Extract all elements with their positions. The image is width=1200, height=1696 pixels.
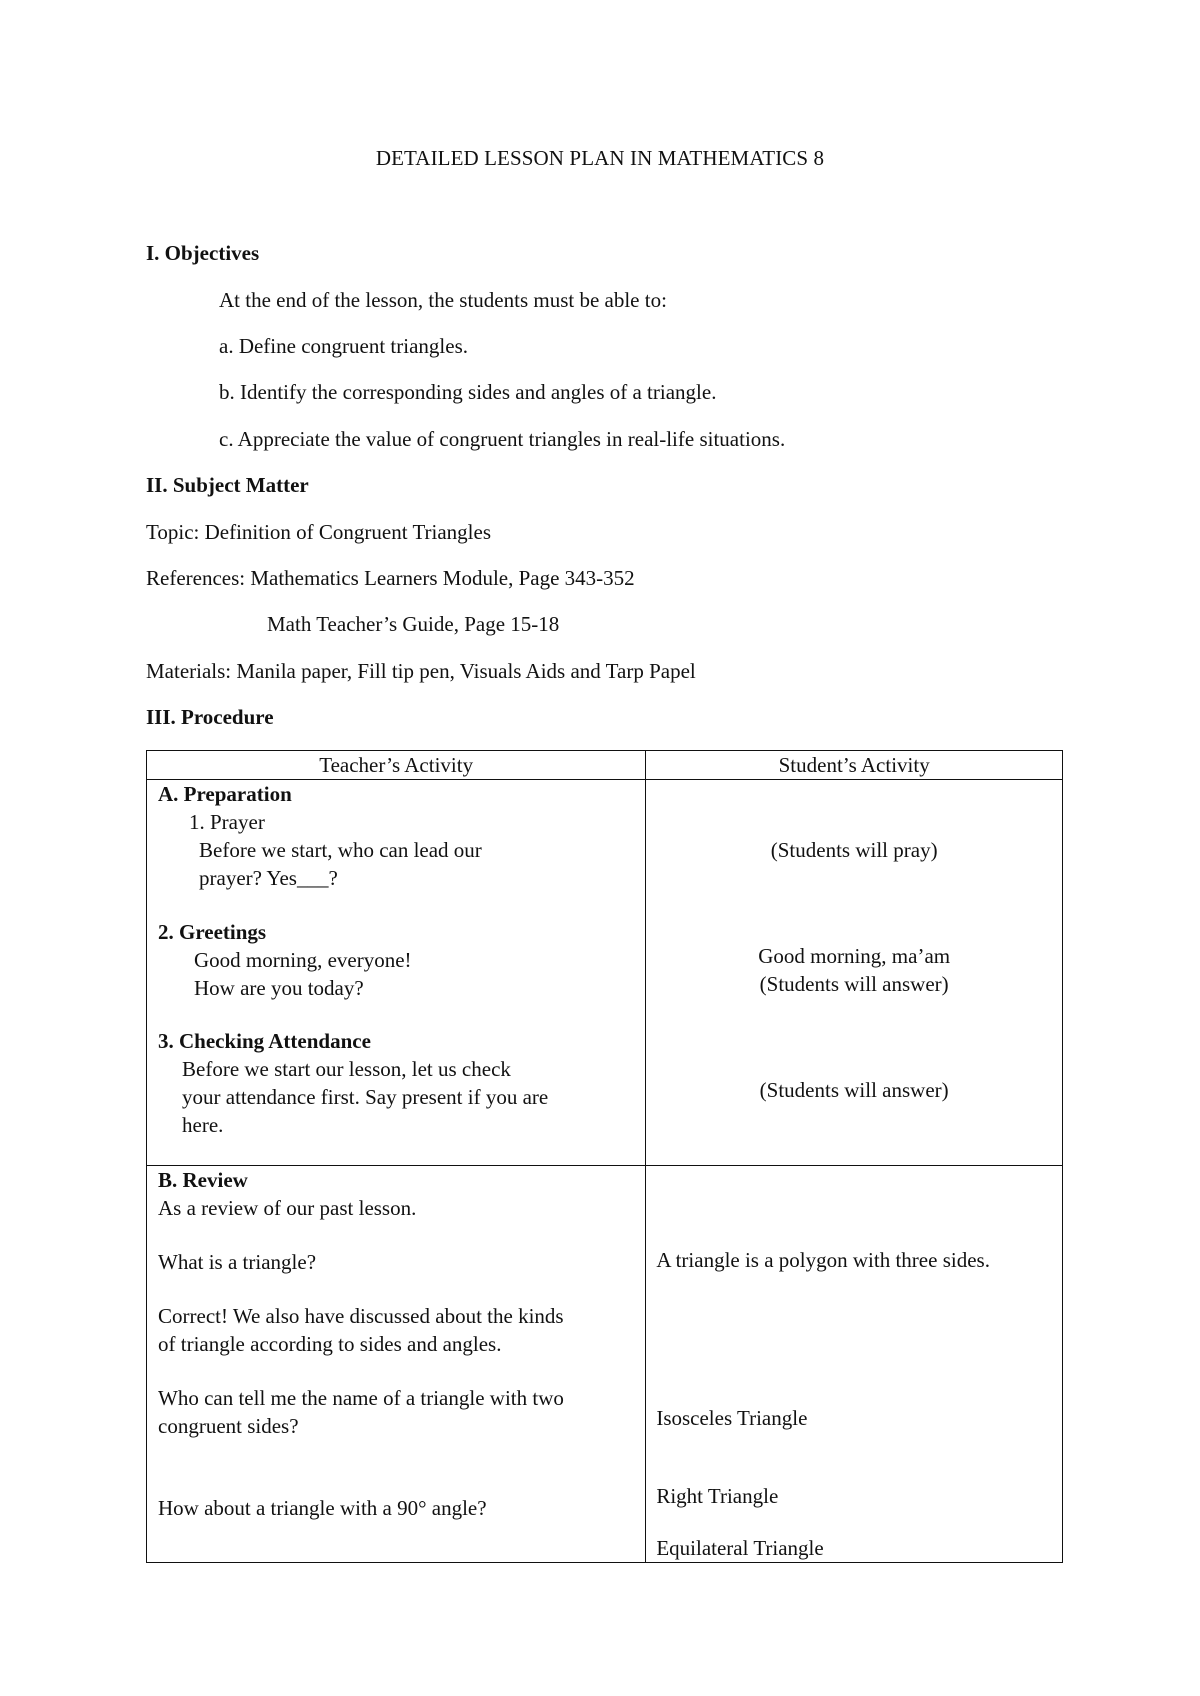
review-answer: Equilateral Triangle (656, 1536, 824, 1560)
references-line: References: Mathematics Learners Module, Page 343-352 (146, 566, 635, 590)
review-answer: A triangle is a polygon with three sides. (656, 1248, 990, 1272)
review-answer: Isosceles Triangle (656, 1406, 808, 1430)
review-note: of triangle according to sides and angles. (158, 1332, 502, 1356)
preparation-heading: A. Preparation (158, 782, 292, 806)
prayer-text: prayer? Yes___? (199, 866, 338, 890)
objective-item: c. Appreciate the value of congruent triangles in real-life situations. (219, 427, 786, 451)
attendance-text: Before we start our lesson, let us check (182, 1057, 511, 1081)
review-answer: Right Triangle (656, 1484, 779, 1508)
objective-item: a. Define congruent triangles. (219, 334, 468, 358)
objectives-heading: I. Objectives (146, 241, 260, 265)
objective-item: b. Identify the corresponding sides and angles of a triangle. (219, 380, 717, 404)
review-student-cell (646, 1166, 1063, 1563)
procedure-table (146, 750, 1063, 1563)
materials-line: Materials: Manila paper, Fill tip pen, Visuals Aids and Tarp Papel (146, 659, 696, 683)
review-note: Correct! We also have discussed about the kinds (158, 1304, 564, 1328)
greetings-student-response: Good morning, ma’am (758, 944, 951, 968)
review-question: congruent sides? (158, 1414, 299, 1438)
student-activity-header: Student’s Activity (646, 751, 1063, 780)
greetings-heading: 2. Greetings (158, 920, 267, 944)
procedure-heading: III. Procedure (146, 705, 274, 729)
topic-line: Topic: Definition of Congruent Triangles (146, 520, 492, 544)
greetings-text: Good morning, everyone! (194, 948, 412, 972)
review-teacher-cell (147, 1166, 646, 1563)
subject-matter-heading: II. Subject Matter (146, 473, 309, 497)
table-row (147, 780, 1063, 1166)
review-question: Who can tell me the name of a triangle with two (158, 1386, 564, 1410)
greetings-text: How are you today? (194, 976, 364, 1000)
table-header-row (147, 751, 1063, 780)
attendance-text: your attendance first. Say present if you are (182, 1085, 549, 1109)
attendance-student-response: (Students will answer) (759, 1078, 949, 1102)
prayer-student-response: (Students will pray) (770, 838, 938, 862)
references-line-2: Math Teacher’s Guide, Page 15-18 (267, 612, 560, 636)
review-question: What is a triangle? (158, 1250, 317, 1274)
table-row (147, 1166, 1063, 1563)
preparation-student-cell (646, 780, 1063, 1166)
review-intro: As a review of our past lesson. (158, 1196, 417, 1220)
teacher-activity-header: Teacher’s Activity (147, 751, 646, 780)
review-heading: B. Review (158, 1168, 248, 1192)
attendance-text: here. (182, 1113, 224, 1137)
prayer-label: 1. Prayer (189, 810, 265, 834)
page-title: DETAILED LESSON PLAN IN MATHEMATICS 8 (375, 146, 825, 170)
greetings-student-response: (Students will answer) (759, 972, 949, 996)
objectives-intro: At the end of the lesson, the students must be able to: (219, 288, 667, 312)
prayer-text: Before we start, who can lead our (199, 838, 482, 862)
attendance-heading: 3. Checking Attendance (158, 1029, 371, 1053)
preparation-teacher-cell (147, 780, 646, 1166)
review-question: How about a triangle with a 90° angle? (158, 1496, 487, 1520)
